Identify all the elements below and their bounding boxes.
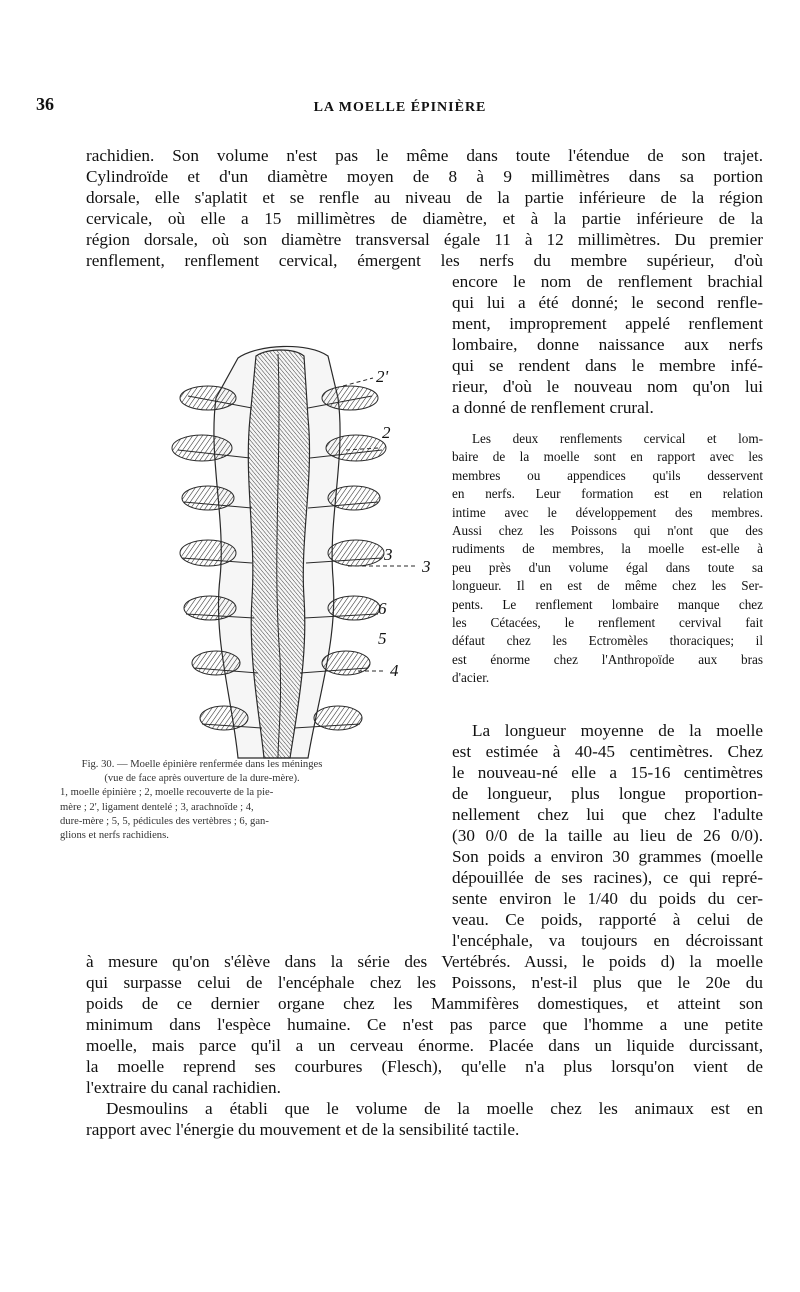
figure-label-5: 5 xyxy=(378,629,387,648)
caption-line: Fig. 30. — Moelle épinière renfermée dans les méninges xyxy=(81,759,323,770)
text-line: de longueur, plus longue proportion- xyxy=(452,784,763,803)
text-line: Aussi chez les Poissons qui n'ont que des xyxy=(452,523,763,539)
text-line: La longueur moyenne de la moelle xyxy=(472,721,763,740)
text-line: pents. Le renflement lombaire manque chez xyxy=(452,596,763,612)
text-line: l'extraire du canal rachidien. xyxy=(86,1078,281,1097)
paragraph-renflements xyxy=(452,430,763,688)
text-line: baire de la moelle sont en rapport avec les xyxy=(452,449,763,465)
text-line: sente environ le 1/40 du poids du cer- xyxy=(452,889,763,908)
text-line: Son poids a environ 30 grammes (moelle xyxy=(452,847,763,866)
paragraph-desmoulins xyxy=(86,1098,763,1140)
text-line: cervicale, où elle a 15 millimètres de diamètre, et à la partie inférieure de la xyxy=(86,209,763,228)
text-line: rachidien. Son volume n'est pas le même dans toute l'étendue de son trajet. xyxy=(86,146,763,165)
text-line: encore le nom de renflement brachial xyxy=(452,272,763,291)
text-line: le nouveau-né elle a 15-16 centimètres xyxy=(452,763,763,782)
caption-line: dure-mère ; 5, 5, pédicules des vertèbres ; 6, gan- xyxy=(60,815,269,827)
text-line: a donné de renflement crural. xyxy=(452,398,654,417)
running-title: LA MOELLE ÉPINIÈRE xyxy=(313,100,487,115)
text-line: Cylindroïde et d'un diamètre moyen de 8 à 9 millimètres dans sa portion xyxy=(86,167,763,186)
text-line: renflement, renflement cervical, émergent les nerfs du membre supérieur, d'où xyxy=(86,251,763,270)
text-line: région dorsale, où son diamètre transversal égale 11 à 12 millimètres. Du premier xyxy=(86,230,763,249)
caption-line: (vue de face après ouverture de la dure-mère). xyxy=(104,773,300,785)
text-line: qui se rendent dans le membre infé- xyxy=(452,356,763,375)
spinal-cord-figure xyxy=(168,338,483,778)
figure-label-2-prime: 2' xyxy=(376,367,389,386)
text-line: la moelle reprend ses courbures (Flesch), qu'elle n'a plus lorsqu'on vient de xyxy=(86,1057,763,1076)
text-line: moelle, mais parce qu'il a un cerveau énorme. Placée dans un liquide durcissant, xyxy=(86,1036,763,1055)
text-line: (30 0/0 de la taille au lieu de 26 0/0). xyxy=(452,826,763,845)
text-line: l'encéphale, va toujours en décroissant xyxy=(452,931,763,950)
caption-line: glions et nerfs rachidiens. xyxy=(60,830,169,842)
text-line: les Cétacées, le renflement cervival fait xyxy=(452,615,763,631)
spinal-cord-engraving xyxy=(168,338,483,778)
text-line: lombaire, donne naissance aux nerfs xyxy=(452,335,763,354)
text-line: qui lui a été donné; le second renfle- xyxy=(452,293,763,312)
text-line: Les deux renflements cervical et lom- xyxy=(472,431,763,446)
figure-label-3a: 3 xyxy=(384,545,393,564)
text-line: poids de ce dernier organe chez les Mammifères domestiques, et atteint son xyxy=(86,994,763,1013)
text-line: défaut chez les Ectromèles thoraciques; il xyxy=(452,633,763,649)
caption-line: 1, moelle épinière ; 2, moelle recouverte de la pie- xyxy=(60,787,274,799)
text-line: nellement chez lui que chez l'adulte xyxy=(452,805,763,824)
figure-label-2: 2 xyxy=(382,423,391,442)
text-line: rieur, d'où le nouveau nom qu'on lui xyxy=(452,377,763,396)
text-line: rudiments de membres, la moelle est-elle à xyxy=(452,541,763,557)
text-line: est énorme chez l'Anthropoïde aux bras xyxy=(452,651,763,667)
text-line: peu près d'un volume égal dans toute sa xyxy=(452,559,763,575)
text-line: Desmoulins a établi que le volume de la moelle chez les animaux est en xyxy=(106,1099,763,1118)
text-line: en nerfs. Leur formation est en relation xyxy=(452,486,763,502)
text-line: est estimée à 40-45 centimètres. Chez xyxy=(452,742,763,761)
text-line: dépouillée de ses racines), ce qui repré- xyxy=(452,868,763,887)
figure-caption xyxy=(60,758,344,843)
text-line: intime avec le développement des membres. xyxy=(452,504,763,520)
text-line: membres ou appendices qu'ils desservent xyxy=(452,467,763,483)
text-line: longueur. Il en est de même chez les Ser- xyxy=(452,578,763,594)
text-line: ment, improprement appelé renflement xyxy=(452,314,763,333)
caption-line: mère ; 2', ligament dentelé ; 3, arachnoïde ; 4, xyxy=(60,801,254,813)
figure-label-4: 4 xyxy=(390,661,399,680)
text-line: d'acier. xyxy=(452,670,490,686)
text-line: minimum dans l'espèce humaine. Ce n'est pas parce que l'homme a une petite xyxy=(86,1015,763,1034)
text-line: rapport avec l'énergie du mouvement et de la sensibilité tactile. xyxy=(86,1120,520,1139)
page-number: 36 xyxy=(36,94,54,114)
text-line: qui surpasse celui de l'encéphale chez les Poissons, n'est-il plus que le 20e du xyxy=(86,973,763,992)
figure-label-3b: 3 xyxy=(422,557,431,576)
text-line: dorsale, elle s'aplatit et se renfle au niveau de la partie inférieure de la région xyxy=(86,188,763,207)
text-line: à mesure qu'on s'élève dans la série des Vertébrés. Aussi, le poids d) la moelle xyxy=(86,952,763,971)
figure-label-6: 6 xyxy=(378,599,387,618)
text-line: veau. Ce poids, rapporté à celui de xyxy=(452,910,763,929)
